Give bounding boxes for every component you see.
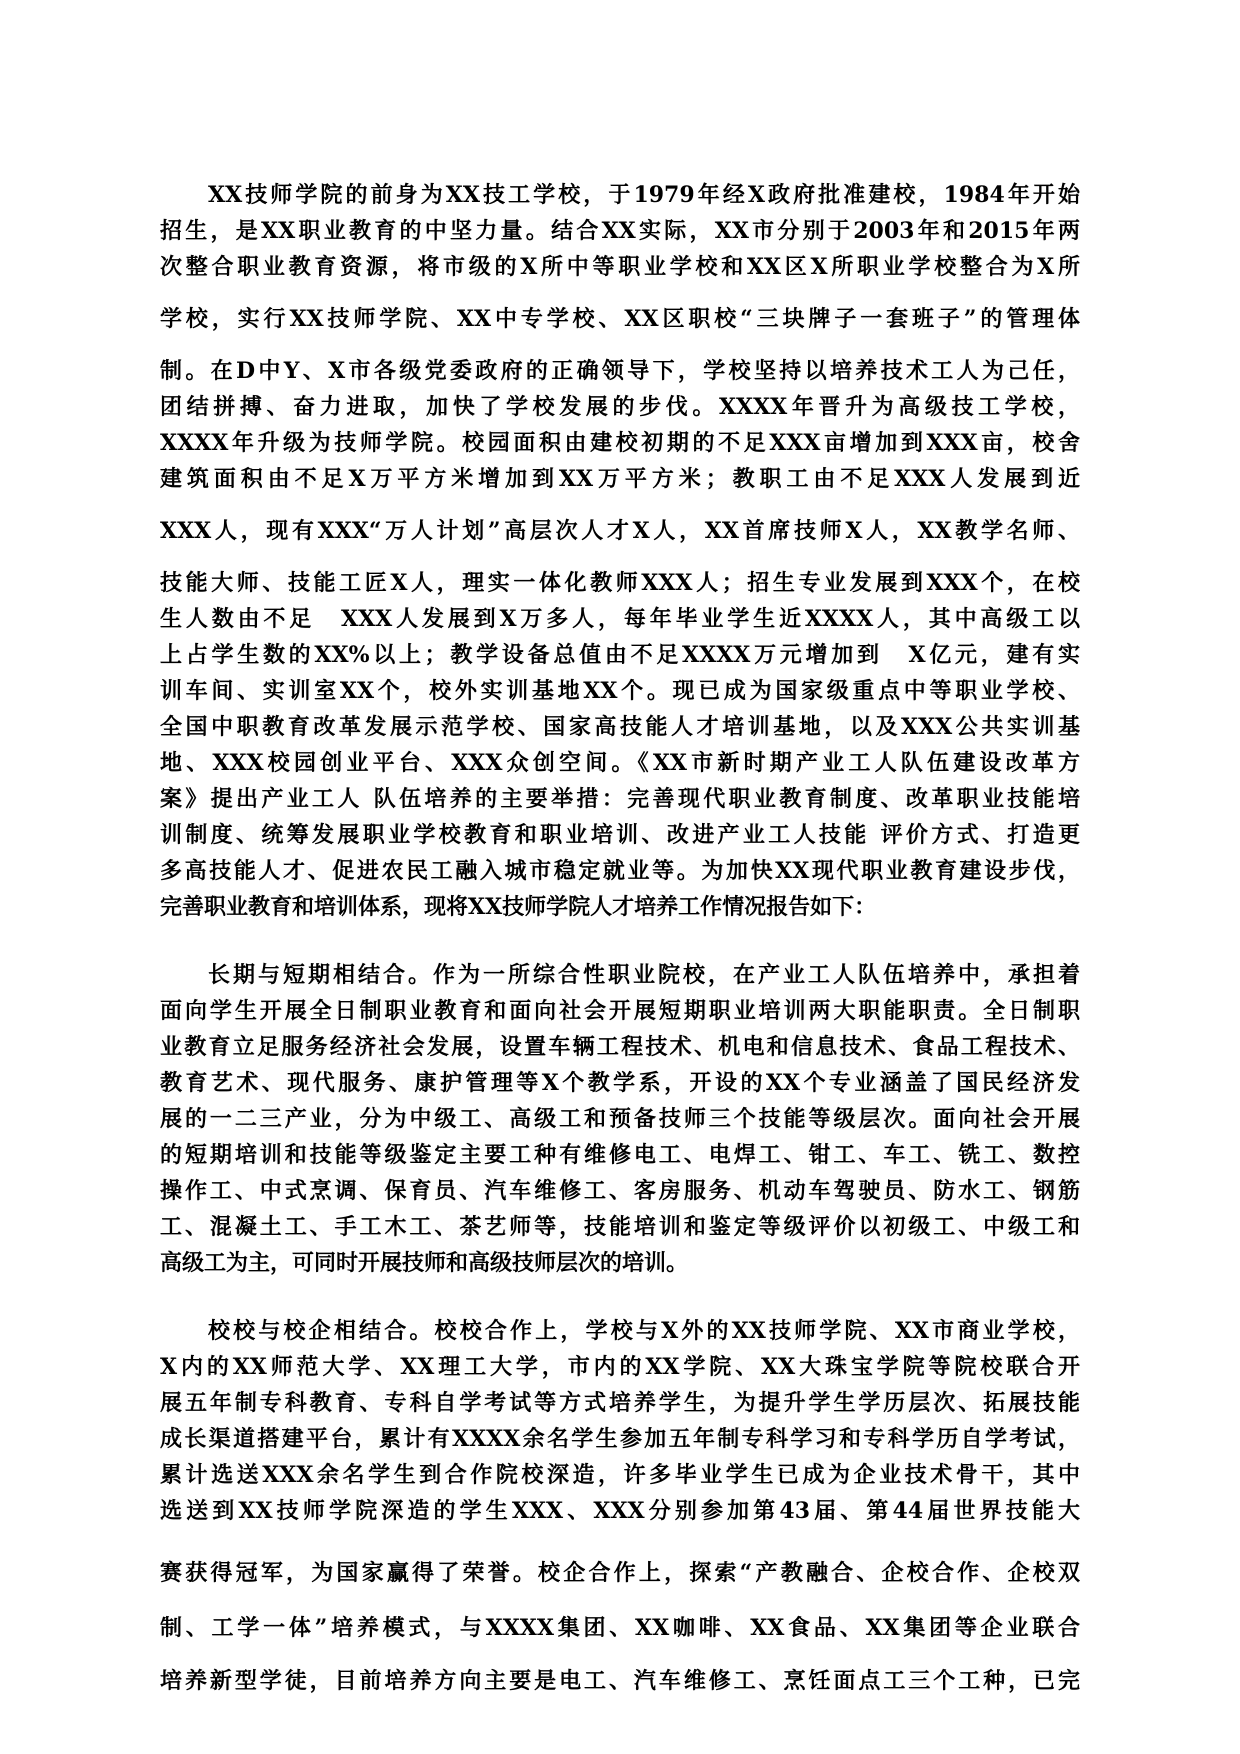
text-line: XX技师学院的前身为XX技工学校，于1979年经X政府批准建校，1984年开始 <box>208 182 1080 208</box>
text-line: 工、混凝土工、手工木工、茶艺师等，技能培训和鉴定等级评价以初级工、中级工和 <box>160 1214 1080 1240</box>
text-line: 展的一二三产业，分为中级工、高级工和预备技师三个技能等级层次。面向社会开展 <box>160 1106 1080 1132</box>
text-line: 多高技能人才、促进农民工融入城市稳定就业等。为加快XX现代职业教育建设步伐， <box>160 858 1080 884</box>
text-line: XXX人，现有XXX“万人计划”高层次人才X人，XX首席技师X人，XX教学名师、 <box>160 518 1080 544</box>
text-line: 累计选送XXX余名学生到合作院校深造，许多毕业学生已成为企业技术骨干，其中 <box>160 1462 1080 1488</box>
text-line: 制。在D中Y、X市各级党委政府的正确领导下，学校坚持以培养技术工人为己任， <box>160 358 1080 384</box>
text-line: 成长渠道搭建平台，累计有XXXX余名学生参加五年制专科学习和专科学历自学考试， <box>160 1426 1080 1452</box>
text-line: XXXX年升级为技师学院。校园面积由建校初期的不足XXX亩增加到XXX亩，校舍 <box>160 430 1080 456</box>
text-line: 生人数由不足 XXX人发展到X万多人，每年毕业学生近XXXX人，其中高级工以 <box>160 606 1080 632</box>
text-line: 业教育立足服务经济社会发展，设置车辆工程技术、机电和信息技术、食品工程技术、 <box>160 1034 1080 1060</box>
text-line: 全国中职教育改革发展示范学校、国家高技能人才培训基地，以及XXX公共实训基 <box>160 714 1080 740</box>
text-line: 操作工、中式烹调、保育员、汽车维修工、客房服务、机动车驾驶员、防水工、钢筋 <box>160 1178 1080 1204</box>
text-line: 赛获得冠军，为国家赢得了荣誉。校企合作上，探索“产教融合、企校合作、企校双 <box>160 1560 1080 1586</box>
text-line: 技能大师、技能工匠X人，理实一体化教师XXX人；招生专业发展到XXX个，在校 <box>160 570 1080 596</box>
text-line: 校校与校企相结合。校校合作上，学校与X外的XX技师学院、XX市商业学校， <box>208 1318 1080 1344</box>
text-line: 地、XXX校园创业平台、XXX众创空间。《XX市新时期产业工人队伍建设改革方 <box>160 750 1080 776</box>
text-line: 完善职业教育和培训体系，现将XX技师学院人才培养工作情况报告如下： <box>160 894 877 920</box>
text-line: 次整合职业教育资源，将市级的X所中等职业学校和XX区X所职业学校整合为X所 <box>160 254 1080 280</box>
text-line: 选送到XX技师学院深造的学生XXX、XXX分别参加第43届、第44届世界技能大 <box>160 1498 1080 1524</box>
text-line: 案》提出产业工人 队伍培养的主要举措：完善现代职业教育制度、改革职业技能培 <box>160 786 1080 812</box>
text-line: 面向学生开展全日制职业教育和面向社会开展短期职业培训两大职能职责。全日制职 <box>160 998 1080 1024</box>
text-line: 训制度、统筹发展职业学校教育和职业培训、改进产业工人技能 评价方式、打造更 <box>160 822 1080 848</box>
text-line: X内的XX师范大学、XX理工大学，市内的XX学院、XX大珠宝学院等院校联合开 <box>160 1354 1080 1380</box>
text-line: 训车间、实训室XX个，校外实训基地XX个。现已成为国家级重点中等职业学校、 <box>160 678 1080 704</box>
text-line: 展五年制专科教育、专科自学考试等方式培养学生，为提升学生学历层次、拓展技能 <box>160 1390 1080 1416</box>
text-line: 招生，是XX职业教育的中坚力量。结合XX实际，XX市分别于2003年和2015年两 <box>160 218 1080 244</box>
text-line: 长期与短期相结合。作为一所综合性职业院校，在产业工人队伍培养中，承担着 <box>208 962 1080 988</box>
text-line: 教育艺术、现代服务、康护管理等X个教学系，开设的XX个专业涵盖了国民经济发 <box>160 1070 1080 1096</box>
text-line: 高级工为主，可同时开展技师和高级技师层次的培训。 <box>160 1250 689 1276</box>
text-line: 上占学生数的XX%以上；教学设备总值由不足XXXX万元增加到 X亿元，建有实 <box>160 642 1080 668</box>
text-line: 的短期培训和技能等级鉴定主要工种有维修电工、电焊工、钳工、车工、铣工、数控 <box>160 1142 1080 1168</box>
text-line: 团结拼搏、奋力进取，加快了学校发展的步伐。XXXX年晋升为高级技工学校， <box>160 394 1080 420</box>
text-line: 培养新型学徒，目前培养方向主要是电工、汽车维修工、烹饪面点工三个工种，已完 <box>160 1668 1080 1694</box>
text-line: 建筑面积由不足X万平方米增加到XX万平方米；教职工由不足XXX人发展到近 <box>160 466 1080 492</box>
text-line: 学校，实行XX技师学院、XX中专学校、XX区职校“三块牌子一套班子”的管理体 <box>160 306 1080 332</box>
text-line: 制、工学一体”培养模式，与XXXX集团、XX咖啡、XX食品、XX集团等企业联合 <box>160 1615 1080 1641</box>
